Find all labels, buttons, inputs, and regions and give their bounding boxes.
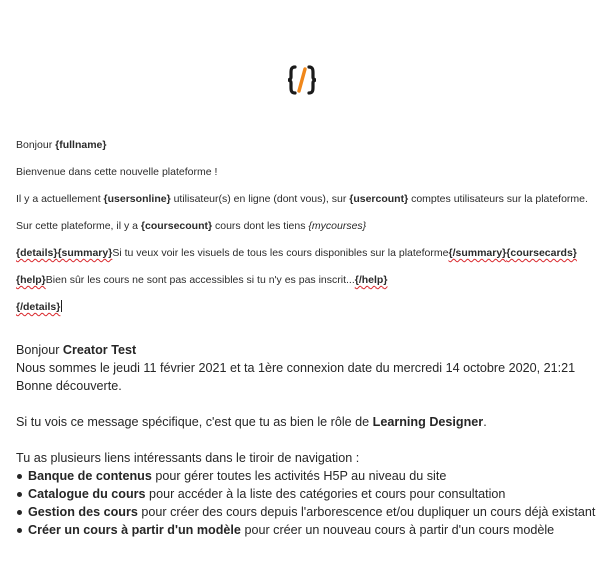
text: cours dont les tiens (212, 220, 309, 232)
text: Bien sûr les cours ne sont pas accessibles si tu n'y es pas inscrit... (45, 274, 355, 286)
date-line: Nous sommes le jeudi 11 février 2021 et ta 1ère connexion date du mercredi 14 octobre 2020, 21:21 (16, 361, 576, 375)
list-item (16, 485, 591, 503)
placeholder-usercount: {usercount} (349, 193, 409, 205)
link-title: Créer un cours à partir d'un modèle (28, 523, 241, 537)
braces-slash-icon (284, 62, 320, 98)
text: comptes utilisateurs sur la plateforme. (408, 193, 588, 205)
tag-details: {details} (16, 247, 58, 259)
editor-line-help (16, 273, 586, 300)
link-desc: pour créer un nouveau cours à partir d'un cours modèle (240, 523, 555, 537)
spacer (16, 431, 591, 449)
tag-coursecards: {coursecards} (506, 247, 577, 259)
link-title: Gestion des cours (28, 505, 138, 519)
placeholder-fullname: {fullname} (55, 139, 107, 151)
list-item (16, 503, 596, 521)
text: Bienvenue dans cette nouvelle plateforme ! (16, 166, 218, 178)
tag-summary: {summary} (57, 247, 113, 259)
text-cursor (61, 300, 62, 312)
editor-line-greeting (16, 138, 586, 165)
editor-line-details-close (16, 300, 586, 327)
text: Bonjour (16, 343, 63, 357)
text: Bonjour (16, 139, 56, 151)
links-intro: Tu as plusieurs liens intéressants dans le tiroir de navigation : (16, 451, 360, 465)
editor-line-details (16, 246, 586, 273)
link-desc: pour gérer toutes les activités H5P au niveau du site (151, 469, 447, 483)
role-line (16, 413, 591, 431)
link-desc: pour créer des cours depuis l'arborescence et/ou dupliquer un cours déjà existant (137, 505, 596, 519)
text: Il y a actuellement (16, 193, 104, 205)
rendered-output (16, 341, 596, 539)
code-braces-logo (284, 62, 320, 98)
text: utilisateur(s) en ligne (dont vous), sur (170, 193, 350, 205)
placeholder-coursecount: {coursecount} (140, 220, 213, 232)
link-desc: pour accéder à la liste des catégories et cours pour consultation (145, 487, 506, 501)
role-name: Learning Designer (372, 415, 484, 429)
text: . (483, 415, 487, 429)
spacer (16, 395, 591, 413)
editor-line-users (16, 192, 586, 219)
link-title: Catalogue du cours (28, 487, 146, 501)
tag-details-close: {/details} (16, 301, 61, 313)
right-brace (309, 67, 316, 93)
tag-summary-close: {/summary} (448, 247, 507, 259)
text: Sur cette plateforme, il y a (16, 220, 141, 232)
placeholder-mycourses: {mycourses} (308, 220, 367, 232)
editor-line-welcome (16, 165, 586, 192)
tag-help: {help} (16, 274, 46, 286)
link-title: Banque de contenus (28, 469, 152, 483)
tag-help-close: {/help} (354, 274, 388, 286)
links-list (16, 467, 596, 539)
slash (299, 69, 305, 91)
text: Si tu vois ce message spécifique, c'est que tu as bien le rôle de (16, 415, 373, 429)
welcome-line: Bonne découverte. (16, 379, 122, 393)
text: Si tu veux voir les visuels de tous les cours disponibles sur la plateforme (112, 247, 449, 259)
editor-line-courses (16, 219, 586, 246)
left-brace (288, 67, 295, 93)
greeting (16, 341, 591, 359)
placeholder-usersonline: {usersonline} (103, 193, 171, 205)
user-fullname: Creator Test (62, 343, 137, 357)
list-item (16, 467, 591, 485)
list-item (16, 521, 591, 539)
template-editor[interactable] (16, 138, 586, 327)
